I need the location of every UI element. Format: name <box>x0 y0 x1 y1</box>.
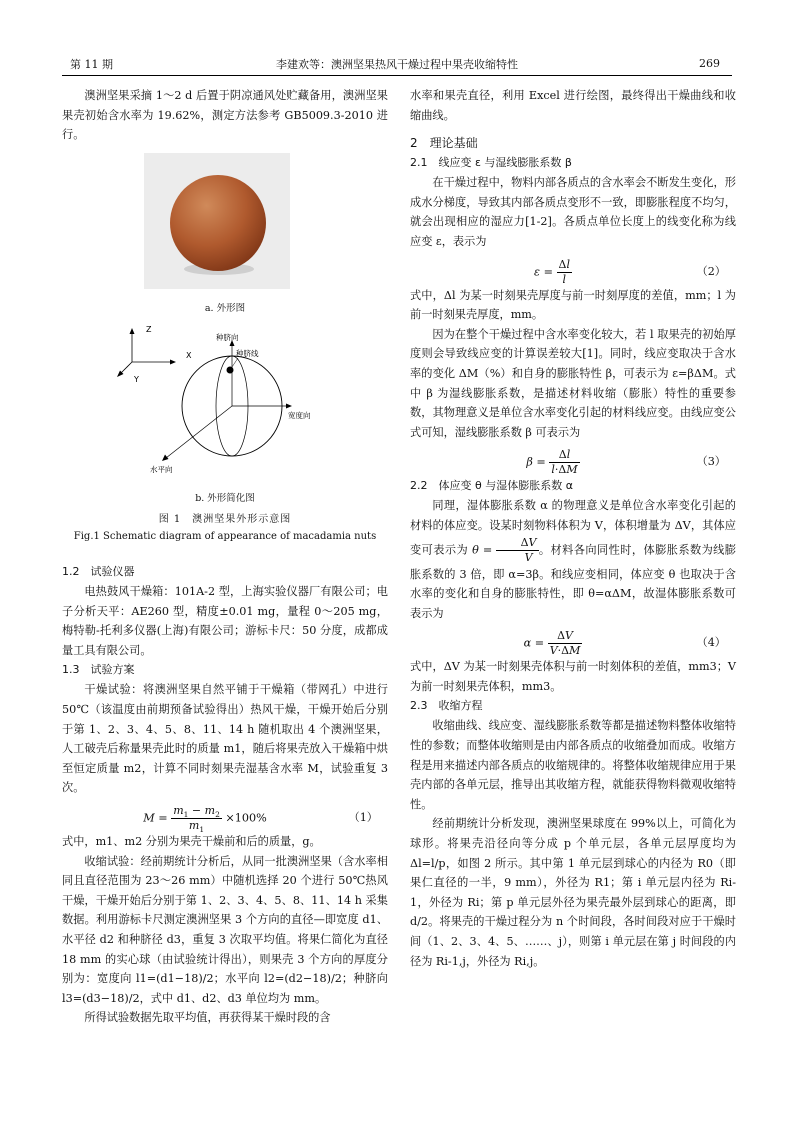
equation-2 <box>410 252 736 286</box>
running-header <box>62 56 732 74</box>
macadamia-nut-image <box>170 175 266 271</box>
section-2-2-title: 2.2 体应变 θ 与湿体膨胀系数 α <box>410 479 573 493</box>
equation-3 <box>410 442 736 476</box>
section-2-1-para-2: 因为在整个干燥过程中含水率变化较大，若 l 取果壳的初始厚度则会导致线应变的计算误差较大[1]。同时，线应变取决于含水率的变化 ΔM（%）和自身的膨胀特性 β，可表示为 ε=βΔM。式中 β 为湿线膨胀系数，是描述材料收缩（膨胀）特性的重要参数，其物理意义是单位含水率变化引起的材料线应变。由线应变公式可知，湿线膨胀系数 β 可表示为 <box>410 327 736 439</box>
macadamia-photo <box>144 153 290 289</box>
section-2-title: 2 理论基础 <box>410 136 478 151</box>
x-label: X <box>186 351 192 360</box>
figure-1-caption <box>62 511 388 545</box>
section-2-3-para-2: 经前期统计分析发现，澳洲坚果球度在 99%以上，可简化为球形。将果壳沿径向等分成 p 个单元层，各单元层厚度均为 Δl=l/p，如图 2 所示。其中第 1 单元层到球心的内径为 R0（即果仁直径的一半，9 mm），外径为 R1；第 i 单元层内径为 Ri-1，外径为 Ri；第 p 单元层外径为果壳最外层到球心的距离，即 d/2。将果壳的干燥过程分为 n 个时间段，各时间段对应于干燥时间（1、2、3、4、5、……、j），则第 i 单元层在第 j 时间段的内径为 Ri-1,j，外径为 Ri,j。 <box>410 817 736 968</box>
right-column <box>410 86 736 971</box>
caption-b: b. 外形简化图 <box>195 493 255 504</box>
left-column-top <box>62 86 388 145</box>
section-2-3-title: 2.3 收缩方程 <box>410 699 483 713</box>
equation-1-explanation: 式中，m1、m2 分别为果壳干燥前和后的质量，g。 <box>62 834 321 848</box>
section-1-3-data: 所得试验数据先取平均值，再获得某干燥时段的含 <box>84 1011 331 1025</box>
section-1-2-title: 1.2 试验仪器 <box>62 565 135 578</box>
left-column-body <box>62 562 388 1028</box>
section-2-2-text-a: 同理，湿体膨胀系数 α 的物理意义是单位含水率变化引起的材料的体应变。设某时刻物料体积为 V，体积增量为 ΔV，其体应变可表示为 <box>410 499 736 556</box>
width-dir-label: 宽度向 <box>288 411 311 420</box>
x-axis-arrow <box>170 360 176 365</box>
section-2-1-title: 2.1 线应变 ε 与湿线膨胀系数 β <box>410 156 572 170</box>
section-1-2-text: 电热鼓风干燥箱：101A-2 型，上海实验仪器厂有限公司；电子分析天平：AE260 型，精度±0.01 mg，量程 0～205 mg，梅特勒-托利多仪器(上海)有限公司；游标卡尺：50 分度，成都成量工具有限公司。 <box>62 585 388 657</box>
horizontal-axis <box>166 406 232 458</box>
y-label: Y <box>134 375 139 384</box>
section-2-3-para-1: 收缩曲线、线应变、湿线膨胀系数等都是描述物料整体收缩特性的参数；而整体收缩则是由内部各质点的收缩叠加而成。收缩方程是用来描述内部各质点的收缩规律的。将整体收缩规律应用于果壳内部的各单元层，推导出其收缩方程，就能获得物料微观收缩特性。 <box>410 719 736 811</box>
issue-number: 第 11 期 <box>70 58 113 71</box>
width-arrow <box>286 404 292 409</box>
horizontal-arrow <box>162 455 169 462</box>
section-2-1-para-1: 在干燥过程中，物料内部各质点的含水率会不断发生变化，形成水分梯度，导致其内部各质点变形不一致，即膨胀程度不均匀，就会出现相应的湿应力[1-2]。各质点单位长度上的线变化称为线应变 ε，表示为 <box>410 176 736 248</box>
y-axis-line <box>120 362 132 374</box>
figure-1-caption-en: Fig.1 Schematic diagram of appearance of macadamia nuts <box>73 531 377 542</box>
figure-1-caption-cn: 图 1 澳洲坚果外形示意图 <box>158 514 292 525</box>
equation-2-body: ε = $\frac{\Delta l}{l}$ <box>534 257 570 286</box>
intro-paragraph: 澳洲坚果采摘 1～2 d 后置于阴凉通风处贮藏备用，澳洲坚果果壳初始含水率为 19.62%，测定方法参考 GB5009.3-2010 进行。 <box>62 89 388 142</box>
equation-3-number: （3） <box>696 455 726 469</box>
zhongqi-dir-label: 种脐向 <box>216 333 239 342</box>
equation-1-body: M = $\frac{m_1 - m_2}{m_1}$ ×100% <box>143 803 267 835</box>
header-rule <box>62 75 732 76</box>
equation-2-explanation: 式中，Δl 为某一时刻果壳厚度与前一时刻厚度的差值，mm；l 为前一时刻果壳厚度，mm。 <box>410 288 736 322</box>
zhongqi-line-label: 种脐线 <box>236 349 259 358</box>
continuation-text: 水率和果壳直径，利用 Excel 进行绘图，最终得出干燥曲线和收缩曲线。 <box>410 89 736 122</box>
section-1-3-drying: 干燥试验：将澳洲坚果自然平铺于干燥箱（带网孔）中进行 50℃（该温度由前期预备试验得出）热风干燥，干燥开始后分别于第 1、2、3、4、5、8、11、14 h 随机取出 4 个澳洲坚果，人工破壳后称量果壳此时的质量 m1，随后将果壳放入干燥箱中烘至恒定质量 m2，计算不同时刻果壳湿基含水率 M，试验重复 3 次。 <box>62 683 388 795</box>
running-title: 李建欢等：澳洲坚果热风干燥过程中果壳收缩特性 <box>276 58 518 71</box>
equation-4-number: （4） <box>696 636 726 650</box>
equation-1-number: （1） <box>348 810 378 824</box>
section-2-2-para: 同理，湿体膨胀系数 α 的物理意义是单位含水率变化引起的材料的体应变。设某时刻物料体积为 V，体积增量为 ΔV，其体应变可表示为 θ = $\frac{\Delta V}{V}$ 。材料各向同性时，体膨胀系数为线膨胀系数的 3 倍，即 α=3β。和线应变相同，体应变 θ 也取决于含水率的变化和自身的膨胀特性，即 θ=αΔM，故湿体膨胀系数可表示为 <box>410 499 736 620</box>
z-label: Z <box>146 325 152 334</box>
section-2-2-text-b: 。材料各向同性时，体膨胀系数为线膨胀系数的 3 倍，即 α=3β。和线应变相同，体应变 θ 也取决于含水率的变化和自身的膨胀特性，即 θ=αΔM，故湿体膨胀系数可表示为 <box>410 543 736 620</box>
page-number: 269 <box>699 57 720 70</box>
equation-4 <box>410 623 736 657</box>
equation-3-body: β = $\frac{\Delta l}{l\cdot\Delta M}$ <box>526 448 578 477</box>
equation-4-body: α = $\frac{\Delta V}{V\cdot\Delta M}$ <box>523 629 581 658</box>
caption-a: a. 外形图 <box>204 303 246 314</box>
section-1-3-shrinkage: 收缩试验：经前期统计分析后，从同一批澳洲坚果（含水率相同且直径范围为 23～26 mm）中随机选择 20 个进行 50℃热风干燥，干燥开始后分别于第 1、2、3、4、5、8、11、14 h 采集数据。利用游标卡尺测定澳洲坚果 3 个方向的直径—即宽度 d1、水平径 d2 和种脐径 d3，重复 3 次取平均值。将果仁简化为直径 18 mm 的实心球（由试验统计得出），则果壳 3 个方向的厚度分别为：宽度向 l1=(d1−18)/2；水平向 l2=(d2−18)/2；种脐向 l3=(d3−18)/2，式中 d1、d2、d3 单位均为 mm。 <box>62 854 388 1005</box>
z-axis-arrow <box>130 328 135 334</box>
hilum-leader <box>230 358 238 370</box>
section-1-3-title: 1.3 试验方案 <box>62 663 135 677</box>
horizontal-dir-label: 水平向 <box>150 465 173 474</box>
equation-2-number: （2） <box>696 264 726 278</box>
equation-4-explanation: 式中，ΔV 为某一时刻果壳体积与前一时刻体积的差值，mm3；V 为前一时刻果壳体积，mm3。 <box>410 660 736 693</box>
equation-1 <box>62 798 388 835</box>
simplified-shape-diagram <box>110 320 340 480</box>
